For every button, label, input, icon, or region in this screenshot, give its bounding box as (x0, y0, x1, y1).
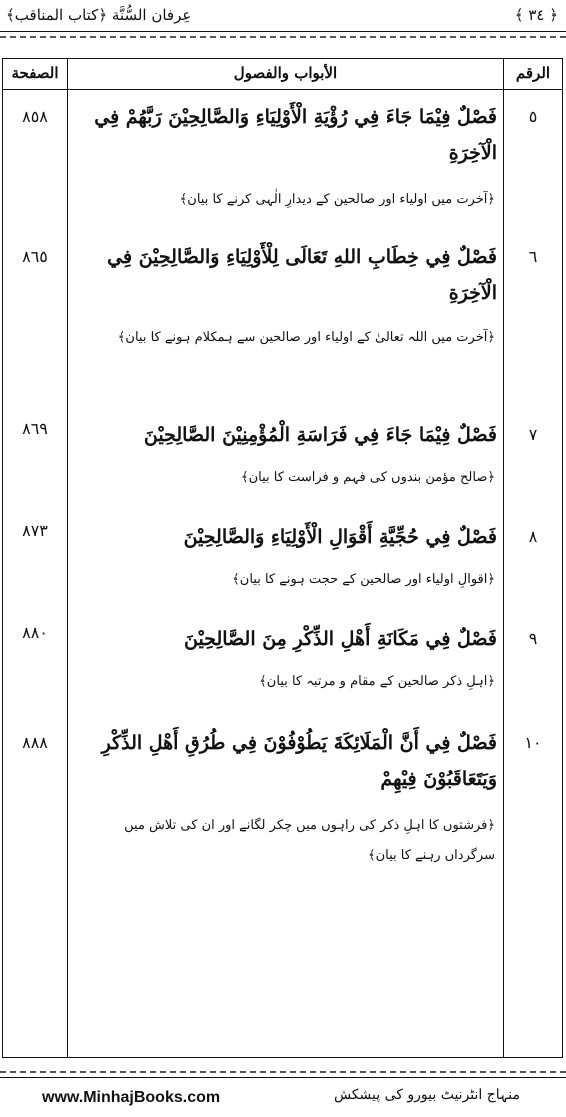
page-header (0, 0, 566, 30)
header-rule (0, 31, 566, 32)
row-arabic-title: فَصْلٌ فِي أَنَّ الْمَلَائِكَةَ يَطُوْفُوْنَ فِي طُرُقِ أَهْلِ الذِّكْرِ وَيَتَعَاقَبُوْنَ فِيْهِمْ (101, 732, 497, 790)
row-arabic-title: فَصْلٌ فِيْمَا جَاءَ فِي رُؤْيَةِ الْأَوْلِيَاءِ وَالصَّالِحِيْنَ رَبَّهُمْ فِي الْآخِرَةِ (94, 106, 497, 164)
footer-dashed-rule (0, 1071, 566, 1073)
footer-rule (0, 1077, 566, 1078)
row-page: ٨٥٨ (22, 107, 48, 126)
row-arabic-title: فَصْلٌ فِي خِطَابِ اللهِ تَعَالَى لِلْأَوْلِيَاءِ وَالصَّالِحِيْنَ فِي الْآخِرَةِ (107, 246, 497, 304)
contents-table (2, 58, 563, 1058)
row-page: ٨٧٣ (22, 521, 48, 540)
column-divider (503, 59, 504, 1057)
header-title: الأبواب والفصول (233, 64, 338, 82)
header-number: الرقم (515, 64, 551, 82)
row-page: ٨٨٨ (22, 733, 48, 752)
publisher-credit: منہاج انٹرنیٹ بیورو کی پیشکش (333, 1087, 520, 1103)
header-page: الصفحة (11, 64, 59, 82)
row-number: ٧ (528, 425, 538, 444)
row-arabic-title: فَصْلٌ فِيْمَا جَاءَ فِي فَرَاسَةِ الْمُؤْمِنِيْنَ الصَّالِحِيْنَ (143, 424, 497, 446)
row-arabic-title: فَصْلٌ فِي مَكَانَةِ أَهْلِ الذِّكْرِ مِنَ الصَّالِحِيْنَ (184, 628, 497, 650)
book-title: عِرفان السُّنَّة ﴿كتاب المناقب﴾ (6, 6, 192, 24)
row-urdu-description: ﴿اقوالِ اولیاء اور صالحین کے حجت ہونے کا بیان﴾ (232, 572, 495, 587)
row-page: ٨٦٥ (22, 247, 48, 266)
website-link[interactable]: www.MinhajBooks.com (42, 1089, 221, 1106)
row-urdu-description: ﴿آخرت میں اولیاء اور صالحین کے دیدارِ الٰہی کرنے کا بیان﴾ (179, 192, 495, 207)
row-urdu-description: ﴿صالح مؤمن بندوں کی فہم و فراست کا بیان﴾ (240, 470, 495, 485)
row-urdu-description: ﴿آخرت میں اللہ تعالیٰ کے اولیاء اور صالحین سے ہمکلام ہونے کا بیان﴾ (117, 330, 495, 345)
row-number: ٥ (528, 107, 538, 126)
row-urdu-description: ﴿فرشتوں کا اہلِ ذکر کی راہوں میں چکر لگانے اور ان کی تلاش میں سرگرداں رہنے کا بیان﴾ (124, 818, 495, 863)
row-number: ٩ (528, 629, 538, 648)
row-number: ٦ (528, 247, 538, 266)
row-urdu-description: ﴿اہلِ ذکر صالحین کے مقام و مرتبہ کا بیان﴾ (259, 674, 495, 689)
row-number: ٨ (528, 527, 538, 546)
row-arabic-title: فَصْلٌ فِي حُجِّيَّةِ أَقْوَالِ الْأَوْلِيَاءِ وَالصَّالِحِيْنَ (183, 526, 497, 548)
column-divider (67, 59, 68, 1057)
row-page: ٨٨٠ (22, 623, 48, 642)
row-number: ١٠ (524, 733, 542, 752)
row-page: ٨٦٩ (22, 419, 48, 438)
page-number: ﴿ ٣٤ ﴾ (514, 6, 558, 24)
header-dashed-rule (0, 36, 566, 38)
table-header-row (3, 59, 562, 90)
